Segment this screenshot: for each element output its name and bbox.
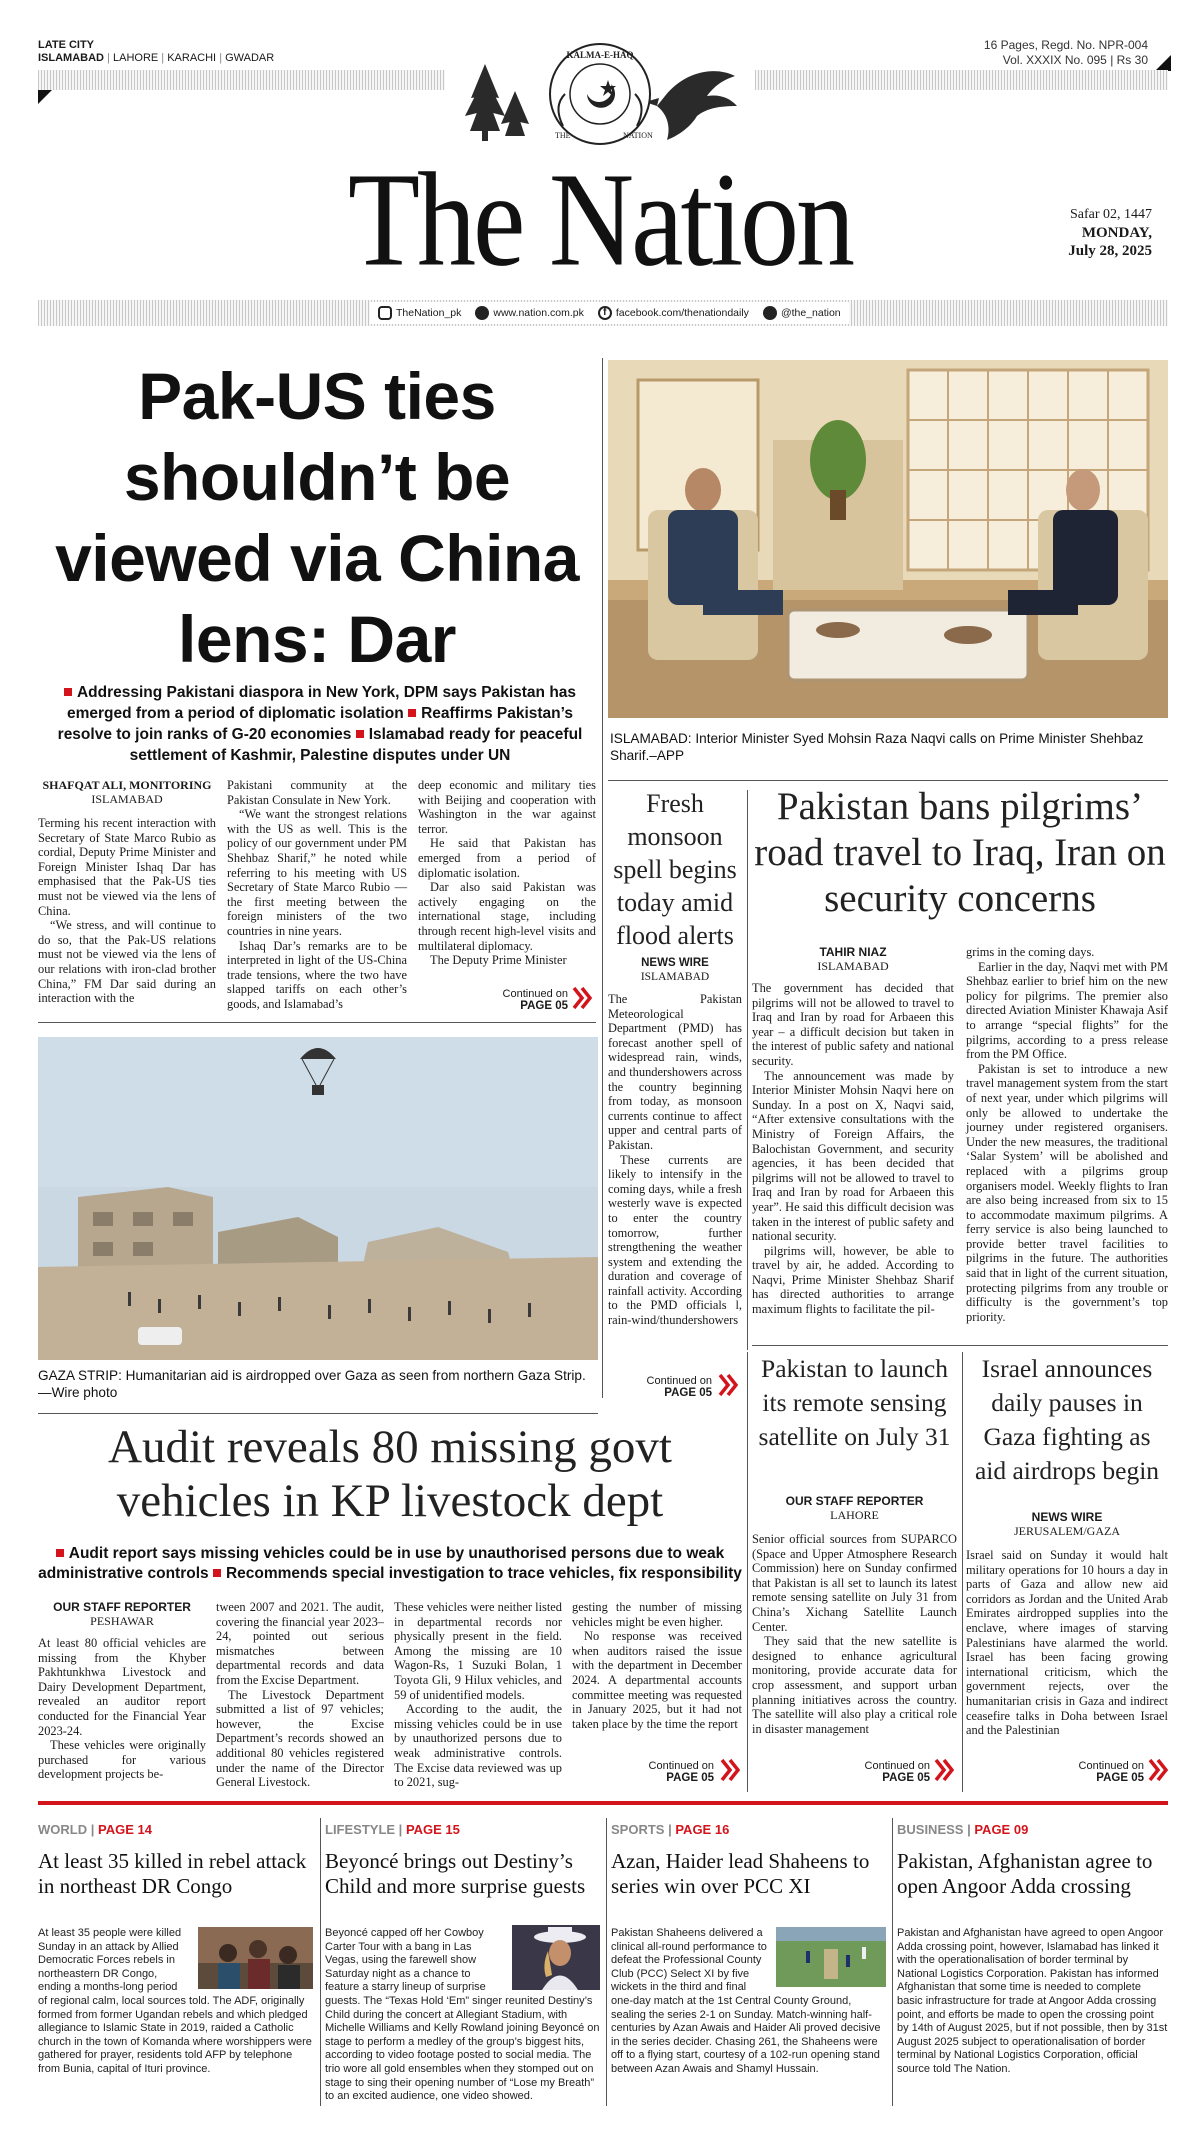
teaser-section-label: WORLD | PAGE 14: [38, 1822, 152, 1837]
israel-body: [966, 1548, 1168, 1738]
teaser-section-label: LIFESTYLE | PAGE 15: [325, 1822, 460, 1837]
bullet-icon: [408, 709, 416, 717]
body-paragraph: These vehicles were originally purchased for various development projects be-: [38, 1738, 206, 1782]
seal-left-text: THE: [555, 131, 571, 140]
body-paragraph: According to the audit, the missing vehicles could be in use by unauthorized persons due to weak administrative controls. The Excise data reviewed was up to 2021, sug-: [394, 1702, 562, 1790]
body-paragraph: The Deputy Prime Minister: [430, 953, 567, 968]
body-paragraph: Israel said on Sunday it would halt military operations for 10 hours a day in parts of Gaza and allow new aid corridors as Jordan and the United Arab Emirates airdropped supplies into the enclave, where images of starving Palestinians have alarmed the world. Israel has been facing growing international criticism, which the government rejects, over the humanitarian crisis in Gaza and indirect ceasefire talks in Doha between Israel and the Palestinian: [966, 1548, 1168, 1738]
audit-body-1: [38, 1636, 206, 1782]
teaser-lifestyle[interactable]: [325, 1822, 601, 1899]
continued-text: Continued on: [1078, 1760, 1144, 1772]
continued-text: Continued on: [648, 1760, 714, 1772]
masthead-title: The Nation: [347, 144, 853, 295]
lead-byline: SHAFQAT ALI, MONITORING ISLAMABAD: [42, 778, 212, 806]
continued-text: Continued on: [864, 1760, 930, 1772]
body-paragraph: The announcement was made by Interior Minister Mohsin Naqvi here on Sunday. In a post on X, Naqvi said, “After extensive consultations with the Ministry of Foreign Affairs, the Balochistan Government, and security agencies, it has been decided that pilgrims will not be allowed to travel to Iraq and Iran by road for Arbaeen this year”. He said this difficult decision was taken in the interest of public safety and national security.: [752, 1068, 954, 1244]
satellite-headline[interactable]: Pakistan to launch its remote sensing satellite on July 31: [758, 1354, 951, 1451]
body-paragraph: They said that the new satellite is designed to enhance agricultural monitoring, provide accurate data for crop assessment, and support urban planning initiatives across the country. The satellite will also play a critical role in disaster management: [752, 1634, 957, 1736]
photo-caption-naqvi: ISLAMABAD: Interior Minister Syed Mohsin Raza Naqvi calls on Prime Minister Shehbaz Sharif.–APP: [610, 731, 1144, 763]
body-paragraph: At least 80 official vehicles are missing from the Khyber Pakhtunkhwa Livestock and Dairy Development Department, revealed an auditor report conducted for the Financial Year 2023-24.: [38, 1636, 206, 1738]
section-label-text: WORLD: [38, 1822, 88, 1837]
pilgrims-col-2: [966, 945, 1168, 1324]
body-paragraph: Pakistan is set to introduce a new travel management system from the start of next year, under which pilgrims will only be allowed to undertake the journey under registered organisers. Under the new measures, the traditional ‘Salar System’ will be abolished and replaced with a pilgrims group organisers model. Weekly flights to Iran are also being increased from six to 15 to accommodate maximum pilgrims. A ferry service is also being launched to provide better travel facilities to pilgrims in the future. The authorities said that in light of the current situation, protecting pilgrims from any trouble or difficulty is the government’s top priority.: [966, 1061, 1168, 1324]
column-divider: [320, 1818, 321, 2106]
section-label-text: PAGE 15: [405, 1822, 460, 1837]
audit-col-2: [216, 1600, 384, 1790]
section-label-text: BUSINESS: [897, 1822, 964, 1837]
section-label-text: PAGE 16: [675, 1822, 730, 1837]
column-divider: [747, 1352, 748, 1792]
teaser-business[interactable]: [897, 1822, 1168, 1899]
instagram-icon: [378, 306, 392, 320]
masthead-seal-emblem: [445, 36, 755, 154]
column-divider: [892, 1818, 893, 2106]
audit-continued[interactable]: [600, 1760, 714, 1784]
continued-text: Continued on: [646, 1375, 712, 1387]
teaser-headline: At least 35 killed in rebel attack in northeast DR Congo: [38, 1849, 307, 1898]
body-paragraph: “We want the strongest relations with the US as well. This is the policy of our government under PM Shehbaz Sharif,” he noted while referring to his meeting with US Secretary of State Marco Rubio — the first meeting between the foreign ministers of the two countries in nine years.: [227, 807, 407, 938]
seal-right-text: NATION: [623, 131, 653, 140]
seal-top-text: KALMA-E-HAQ: [566, 50, 634, 60]
monsoon-byline: NEWS WIRE ISLAMABAD: [640, 957, 710, 983]
body-paragraph: These currents are likely to intensify in the coming days, while a fresh westerly wave is expected to enter the country tomorrow, further strengthening the weather system and extending the duration and coverage of rainfall activity. According to the PMD officials l, rain-wind/thundershowers: [608, 1152, 742, 1328]
section-label-text: LIFESTYLE: [325, 1822, 396, 1837]
bullet-icon: [56, 1549, 64, 1557]
twitter-icon: [763, 306, 777, 320]
body-paragraph: The Pakistan Meteorological Department (PMD) has forecast another spell of widespread rain, winds, and thundershowers across the country beginning from today, as monsoon currents continue to affect upper and central parts of Pakistan.: [608, 992, 742, 1152]
body-paragraph: No response was received when auditors raised the issue with the department in December 2024. A departmental accounts committee meeting was requested in January 2025, but it had not taken place by the time the report: [572, 1629, 742, 1731]
continued-text: Continued on: [502, 988, 568, 1000]
audit-col-3: [394, 1600, 562, 1790]
web-icon: [475, 306, 489, 320]
section-label-text: PAGE 14: [97, 1822, 152, 1837]
teaser-body-text: Pakistan Shaheens delivered a clinical all-round performance to defeat the Professional County Club (PCC) Select XI by five wickets in the third and final one-day match at the 1st Central County Ground, sealing the series 2-1 on Sunday. Match-winning half-centuries by Azan Awais and Haider Ali proved decisive in the series decider. Chasing 261, the Shaheens were off to a flying start, courtesy of a 102-run opening stand between Azan Awais and Shamyl Hussain.: [611, 1927, 881, 2075]
body-paragraph: Pakistani community at the Pakistan Consulate in New York.: [227, 778, 407, 807]
column-divider: [602, 358, 603, 1398]
body-paragraph: The Livestock Department submitted a list of 97 vehicles; however, the Excise Department’s records showed an additional 80 vehicles registered under the name of the Director General Livestock.: [216, 1687, 384, 1790]
satellite-byline: OUR STAFF REPORTER LAHORE: [785, 1494, 924, 1522]
body-paragraph: The government has decided that pilgrims will not be allowed to travel to Iraq and Iran by road for Arbaeen this year – a difficult decision but taken in the interest of public safety and national security.: [752, 981, 954, 1068]
issue-info: [984, 38, 1148, 68]
social-facebook[interactable]: f facebook.com/thenationdaily: [598, 306, 749, 320]
audit-col-4: [572, 1600, 742, 1731]
body-paragraph: Ishaq Dar’s remarks are to be interpreted in light of the US-China trade tensions, where the two have slapped tariffs on each other’s goods, and Islamabad’s: [227, 938, 407, 1011]
teaser-section-label: BUSINESS | PAGE 09: [897, 1822, 1029, 1837]
edition-cities: ISLAMABAD | LAHORE | KARACHI | GWADAR: [38, 52, 275, 64]
continued-text: PAGE 05: [882, 1772, 930, 1784]
photo-naqvi-shehbaz: [608, 360, 1168, 718]
lead-col-3: [418, 778, 596, 968]
body-paragraph: Senior official sources from SUPARCO (Space and Upper Atmosphere Research Commission) here on Sunday confirmed that Pakistan is all set to launch its latest remote sensing satellite on July 31 from China’s Xichang Satellite Launch Center.: [752, 1532, 957, 1634]
lead-continued[interactable]: [440, 988, 568, 1012]
teaser-world-body: [38, 1927, 313, 2077]
edition-label: LATE CITY: [38, 39, 95, 51]
israel-continued[interactable]: [1030, 1760, 1144, 1784]
monsoon-story: [608, 956, 742, 1328]
teaser-body-text: At least 35 people were killed Sunday in an attack by Allied Democratic Forces rebels in northeastern DR Congo, ending a months-long period of regional calm, local sources told. The ADF, originally formed from former Ugandan rebels and which pledged allegiance to Islamic State in 2019, raided a Catholic church in the town of Komanda where worshippers were gathered for prayer, residents told AFP by telephone from Bunia, capital of Ituri province.: [38, 1927, 312, 2075]
teaser-body-text: Beyoncé capped off her Cowboy Carter Tour with a bang in Las Vegas, using the farewell show Saturday night as a chance to feature a starry lineup of surprise guests. The “Texas Hold ‘Em” singer reunited Destiny’s Child during the concert at Allegiant Stadium, with Michelle Williams and Kelly Rowland joining Beyoncé on stage to perform a medley of the group’s biggest hits, according to video footage posted to social media. The trio wore all gold ensembles when they stomped out on stage to sing their opening number of “Lose my Breath” to an excited audience, one video showed.: [325, 1927, 600, 2103]
body-paragraph: Terming his recent interaction with Secretary of State Marco Rubio as cordial, Deputy Prime Minister and Foreign Minister Ishaq Dar has emphasised that the Pak-US ties must not be viewed via the lens of China.: [38, 816, 216, 918]
thumb-spacer: [188, 1927, 313, 1993]
continued-chevron-icon: [572, 986, 592, 1010]
continued-text: PAGE 05: [520, 1000, 568, 1012]
audit-deck: Audit report says missing vehicles could be in use by unauthorised persons due to weak administrative controls Recommends special investigation to trace vehicles, fix responsibility: [38, 1545, 742, 1582]
teaser-sports-body: [611, 1927, 887, 2077]
bullet-icon: [213, 1569, 221, 1577]
column-divider: [606, 1818, 607, 2106]
audit-headline[interactable]: Audit reveals 80 missing govt vehicles in KP livestock dept: [108, 1421, 672, 1527]
pilgrims-headline[interactable]: Pakistan bans pilgrims’ road travel to Iraq, Iran on security concerns: [754, 785, 1166, 920]
monsoon-headline[interactable]: Fresh monsoon spell begins today amid flood alerts: [613, 789, 737, 950]
israel-byline: NEWS WIRE JERUSALEM/GAZA: [1013, 1510, 1120, 1538]
teaser-headline: Beyoncé brings out Destiny’s Child and more surprise guests: [325, 1849, 586, 1898]
gaza-bottom-rule: [38, 1413, 598, 1414]
pilgrims-col-1: [752, 945, 954, 1317]
pilgrims-bottom-rule: [752, 1345, 1168, 1346]
body-paragraph: deep economic and military ties with Beijing and cooperation with Washington in the war against terror.: [418, 778, 596, 836]
thumb-spacer: [507, 1927, 601, 1993]
teaser-world[interactable]: [38, 1822, 313, 1899]
bottom-red-rule: [38, 1801, 1168, 1805]
section-label-text: PAGE 09: [974, 1822, 1029, 1837]
satellite-continued[interactable]: [810, 1760, 930, 1784]
audit-byline: OUR STAFF REPORTER PESHAWAR: [53, 1600, 191, 1628]
pilgrims-byline: TAHIR NIAZ ISLAMABAD: [817, 945, 889, 973]
photo-gaza-airdrop: [38, 1037, 598, 1360]
body-paragraph: Earlier in the day, Naqvi met with PM Shehbaz earlier to brief him on the new policy for pilgrims. The premier also directed Aviation Minister Khawaja Asif to arrange “special flights” for the pilgrims, according to a press release from the PM Office.: [966, 959, 1168, 1062]
teaser-headline: Pakistan, Afghanistan agree to open Angoor Adda crossing: [897, 1849, 1153, 1898]
pilgrims-body-1: [752, 981, 954, 1317]
hijri-date: Safar 02, 1447: [1069, 207, 1152, 222]
volume: Vol. XXXIX No. 095 | Rs 30: [1002, 53, 1148, 67]
lead-body-1: [38, 816, 216, 1006]
social-links: [370, 302, 849, 324]
audit-col-1: [38, 1600, 206, 1782]
monsoon-top-rule: [608, 780, 1168, 781]
column-divider: [962, 1352, 963, 1792]
bullet-icon: [356, 730, 364, 738]
teaser-lifestyle-body: [325, 1927, 601, 2104]
lead-deck: Addressing Pakistani diaspora in New York, DPM says Pakistan has emerged from a period of diplomatic isolation Reaffirms Pakistan’s resolve to join ranks of G-20 economies Islamabad ready for peaceful settlement of Kashmir, Palestine disputes under UN: [57, 684, 583, 764]
monsoon-body: [608, 992, 742, 1328]
body-paragraph: grims in the coming days.: [966, 945, 1095, 959]
body-paragraph: gesting the number of missing vehicles might be even higher.: [572, 1600, 742, 1629]
israel-headline[interactable]: Israel announces daily pauses in Gaza fighting as aid airdrops begin: [974, 1354, 1160, 1485]
continued-chevron-icon: [720, 1758, 740, 1782]
edition-info: [38, 39, 274, 65]
teaser-section-label: SPORTS | PAGE 16: [611, 1822, 730, 1837]
body-paragraph: These vehicles were neither listed in departmental records nor physically present in the field. Among the missing are 10 Wagon-Rs, 1 Suzuki Bolan, 1 Toyota Gli, 9 Hilux vehicles, and 59 of unidentified models.: [394, 1600, 562, 1702]
weekday: MONDAY,: [1081, 225, 1152, 241]
continued-text: PAGE 05: [1096, 1772, 1144, 1784]
teaser-business-body: Pakistan and Afghanistan have agreed to open Angoor Adda crossing point, however, Islamabad has linked it with the operationalisation of border terminal by National Logistics Corporation. Pakistan has informed Afghanistan that some time is needed to complete basic infrastructure for trade at Angoor Adda crossing point, and efforts be made to open the crossing point by 14th of August 2025, but if not possible, then by 31st August 2025 subject to operationalisation of border terminal by National Logistics Corporation, official source told The Nation.: [897, 1927, 1168, 2075]
column-divider: [747, 790, 748, 1350]
continued-text: PAGE 05: [666, 1772, 714, 1784]
dateline: [1068, 206, 1152, 260]
satellite-story: [752, 1494, 957, 1736]
monsoon-continued[interactable]: [608, 1375, 712, 1399]
body-paragraph: tween 2007 and 2021. The audit, covering the financial year 2023–24, pointed out serious mismatches between departmental records and data from the Excise Department.: [216, 1600, 384, 1687]
body-paragraph: Dar also said Pakistan was actively engaging on the international stage, including through recent high-level visits and multilateral diplomacy.: [418, 880, 596, 953]
pages-regd: 16 Pages, Regd. No. NPR-004: [983, 38, 1148, 52]
corner-mark-right: [1155, 55, 1171, 71]
continued-chevron-icon: [934, 1758, 954, 1782]
lead-col-1: [38, 778, 216, 1006]
continued-chevron-icon: [1148, 1758, 1168, 1782]
social-web[interactable]: www.nation.com.pk: [475, 306, 583, 320]
lead-col-2: [227, 778, 407, 1012]
israel-story: [966, 1510, 1168, 1738]
facebook-icon: f: [598, 306, 612, 320]
lead-headline[interactable]: Pak-US ties shouldn’t be viewed via China lens: Dar: [55, 359, 579, 676]
bullet-icon: [64, 688, 72, 696]
social-instagram[interactable]: TheNation_pk: [378, 306, 461, 320]
teaser-headline: Azan, Haider lead Shaheens to series win over PCC XI: [611, 1849, 870, 1898]
teaser-sports[interactable]: [611, 1822, 887, 1899]
corner-mark-left: [38, 88, 54, 104]
continued-text: PAGE 05: [664, 1387, 712, 1399]
social-twitter[interactable]: @the_nation: [763, 306, 841, 320]
date: July 28, 2025: [1068, 243, 1152, 259]
body-paragraph: pilgrims will, however, be able to travel by air, he added. According to Naqvi, Prime Minister Shehbaz Sharif has directed authorities to arrange maximum flights to facilitate the pil-: [752, 1243, 954, 1317]
continued-chevron-icon: [718, 1373, 738, 1397]
body-paragraph: “We stress, and will continue to do so, that the Pak-US relations must not be viewed via the lens of our relations with iron-clad brother China,” FM Dar said during an interaction with the: [38, 918, 216, 1006]
body-paragraph: He said that Pakistan has emerged from a period of diplomatic isolation.: [418, 836, 596, 880]
section-label-text: SPORTS: [611, 1822, 665, 1837]
thumb-spacer: [771, 1927, 887, 1993]
lead-bottom-rule: [38, 1022, 596, 1023]
photo-caption-gaza: GAZA STRIP: Humanitarian aid is airdropped over Gaza as seen from northern Gaza Strip.—Wire photo: [38, 1368, 586, 1400]
satellite-body: [752, 1532, 957, 1736]
